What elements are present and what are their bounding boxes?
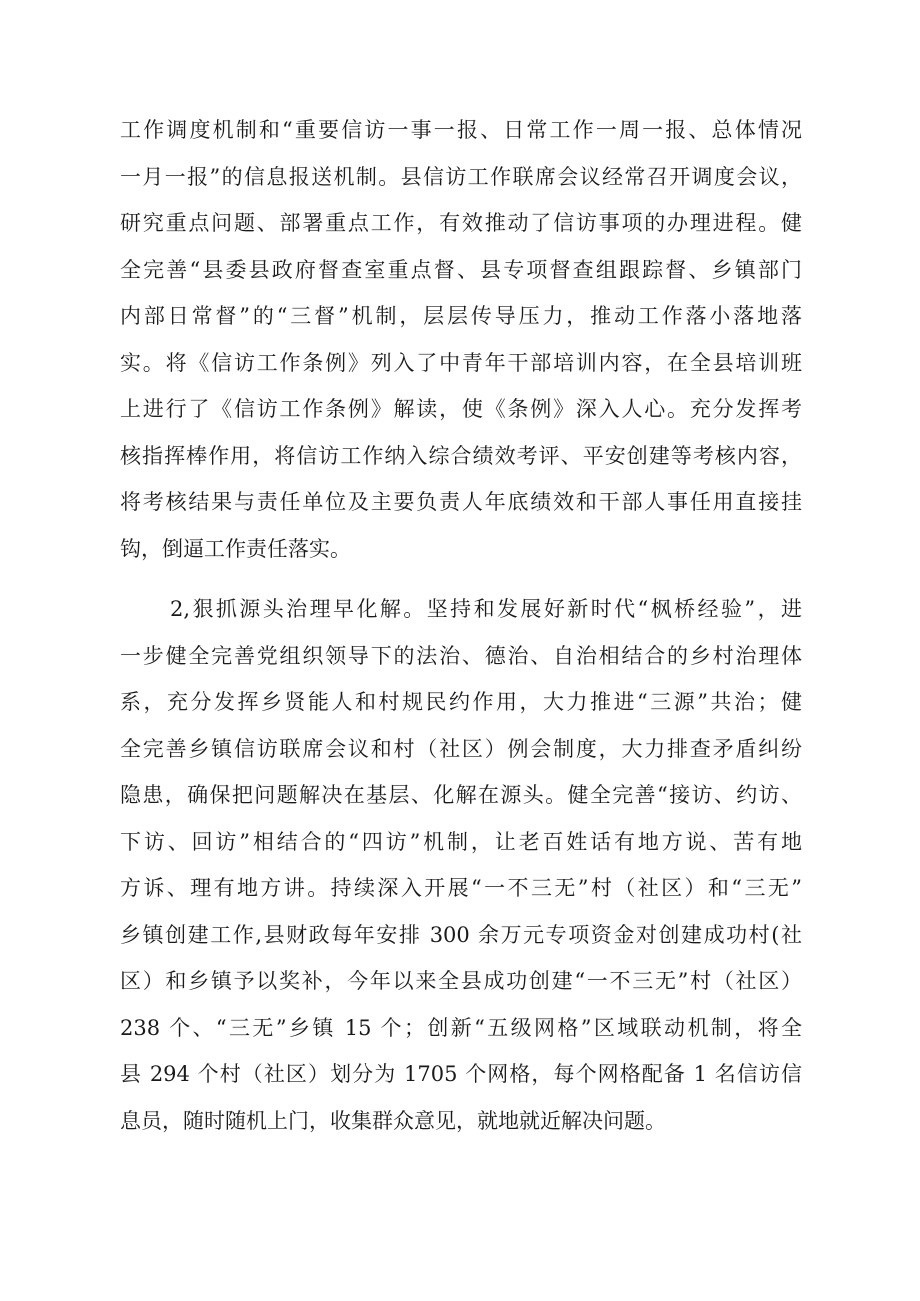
text-line: 238 个、“三无”乡镇 15 个；创新“五级网格”区域联动机制，将全: [120, 1015, 802, 1040]
document-body: [120, 107, 802, 1144]
text-line: 息员，随时随机上门，收集群众意见，就地就近解决问题。: [120, 1108, 666, 1133]
text-line: 钩，倒逼工作责任落实。: [120, 536, 351, 561]
text-line: 全完善“县委县政府督查室重点督、县专项督查组跟踪督、乡镇部门: [120, 257, 802, 282]
text-line: 下访、回访”相结合的“四访”机制，让老百姓话有地方说、苦有地: [120, 829, 802, 854]
text-line: 工作调度机制和“重要信访一事一报、日常工作一周一报、总体情况: [120, 118, 802, 142]
text-line: 系，充分发挥乡贤能人和村规民约作用，大力推进“三源”共治；健: [120, 690, 802, 714]
paragraph-2: [120, 586, 802, 1144]
text-line: 将考核结果与责任单位及主要负责人年底绩效和干部人事任用直接挂: [120, 490, 802, 514]
text-line: 全完善乡镇信访联席会议和村（社区）例会制度，大力排查矛盾纠纷: [120, 736, 802, 761]
text-line: 内部日常督”的“三督”机制，层层传导压力，推动工作落小落地落: [120, 304, 802, 328]
text-line: 实。将《信访工作条例》列入了中青年干部培训内容，在全县培训班: [120, 350, 802, 375]
text-line: 乡镇创建工作,县财政每年安排 300 余万元专项资金对创建成功村(社: [120, 922, 802, 947]
text-line: 核指挥棒作用，将信访工作纳入综合绩效考评、平安创建等考核内容，: [120, 443, 802, 468]
text-line: 区）和乡镇予以奖补，今年以来全县成功创建“一不三无”村（社区）: [120, 969, 802, 993]
text-line: 县 294 个村（社区）划分为 1705 个网格，每个网格配备 1 名信访信: [120, 1062, 802, 1086]
text-line: 隐患，确保把问题解决在基层、化解在源头。健全完善“接访、约访、: [120, 783, 802, 807]
text-line: 一步健全完善党组织领导下的法治、德治、自治相结合的乡村治理体: [120, 643, 802, 668]
text-line: 上进行了《信访工作条例》解读，使《条例》深入人心。充分发挥考: [120, 397, 802, 421]
paragraph-1: [120, 107, 802, 572]
text-line: 研究重点问题、部署重点工作，有效推动了信访事项的办理进程。健: [120, 211, 802, 235]
text-line: 2,狠抓源头治理早化解。坚持和发展好新时代“枫桥经验”，进: [170, 597, 802, 621]
text-line: 一月一报”的信息报送机制。县信访工作联席会议经常召开调度会议，: [120, 164, 802, 189]
text-line: 方诉、理有地方讲。持续深入开展“一不三无”村（社区）和“三无”: [120, 876, 802, 900]
